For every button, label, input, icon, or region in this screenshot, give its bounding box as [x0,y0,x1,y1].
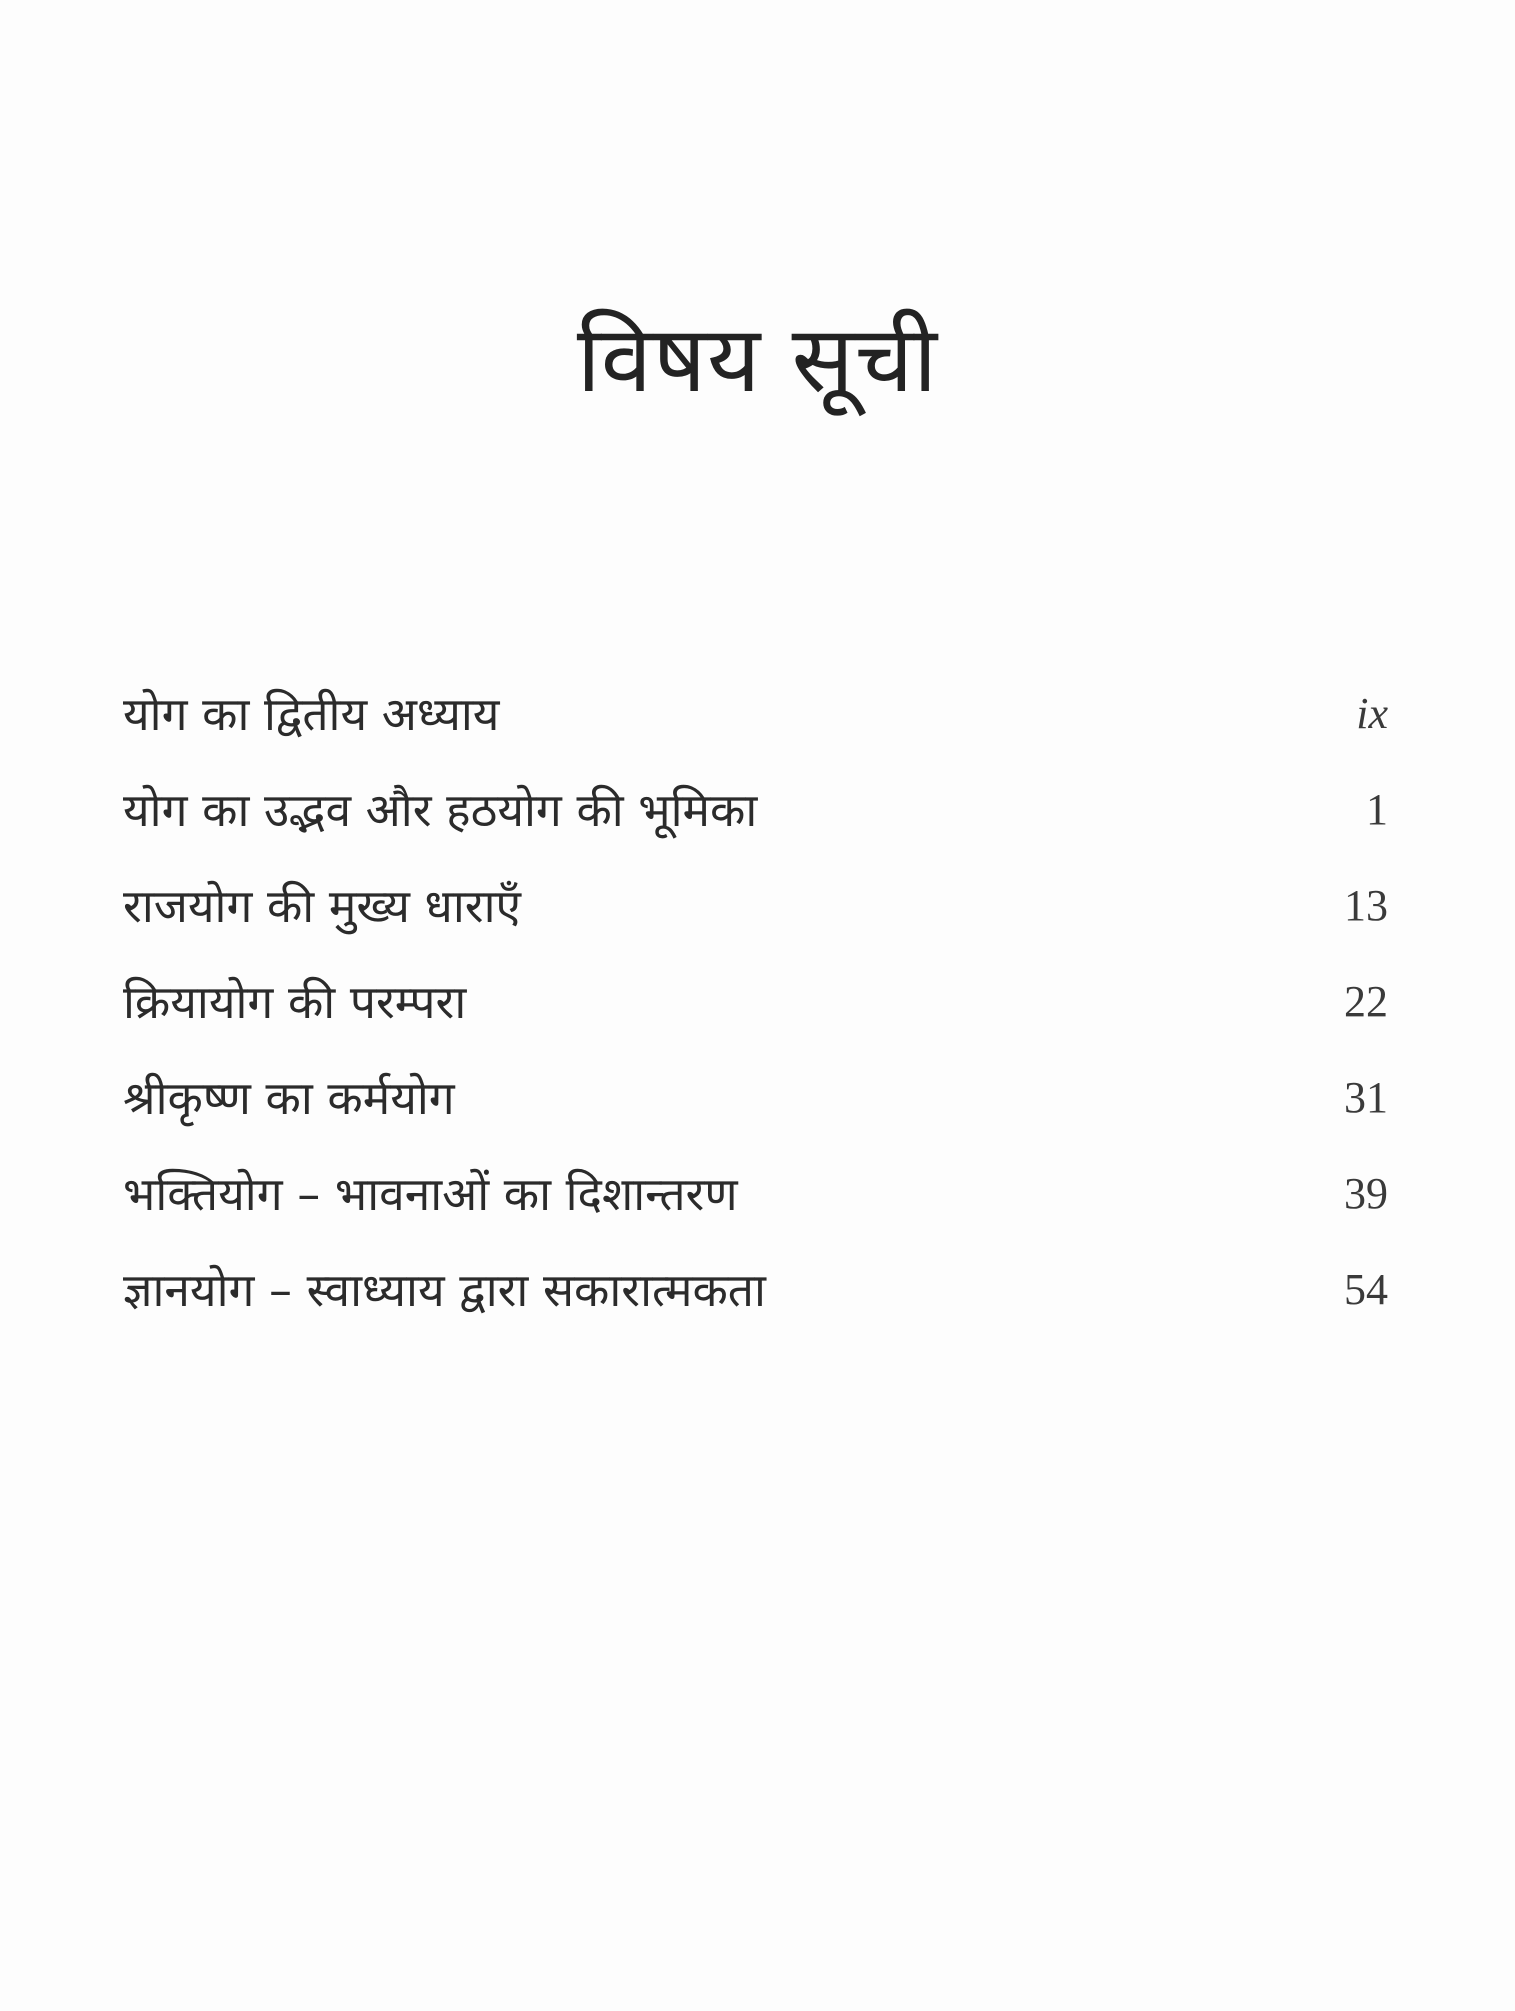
toc-entry-page: 13 [1344,880,1388,930]
toc-entry [123,1145,1388,1241]
toc-entry [123,953,1388,1049]
toc-entry [123,665,1388,761]
toc-entry-page: 22 [1344,976,1388,1026]
toc-entry [123,857,1388,953]
toc-entry-title: श्रीकृष्ण का कर्मयोग [123,1071,455,1125]
toc-entry [123,761,1388,857]
toc-entry-title: योग का द्वितीय अध्याय [123,687,500,741]
toc-entry-page: ix [1356,688,1388,738]
toc-entry-title: योग का उद्भव और हठयोग की भूमिका [123,783,758,837]
toc-entry-title: ज्ञानयोग – स्वाध्याय द्वारा सकारात्मकता [123,1263,766,1317]
toc-entry-page: 54 [1344,1264,1388,1314]
page-title: विषय सूची [576,306,939,413]
toc-entry [123,1241,1388,1337]
table-of-contents [123,665,1388,1337]
toc-entry-page: 39 [1344,1168,1388,1218]
toc-entry-title: भक्तियोग – भावनाओं का दिशान्तरण [123,1167,738,1221]
toc-entry-page: 31 [1344,1072,1388,1122]
toc-entry-title: क्रियायोग की परम्परा [123,975,467,1029]
toc-entry-page: 1 [1366,784,1388,834]
toc-entry [123,1049,1388,1145]
toc-entry-title: राजयोग की मुख्य धाराएँ [123,879,521,933]
